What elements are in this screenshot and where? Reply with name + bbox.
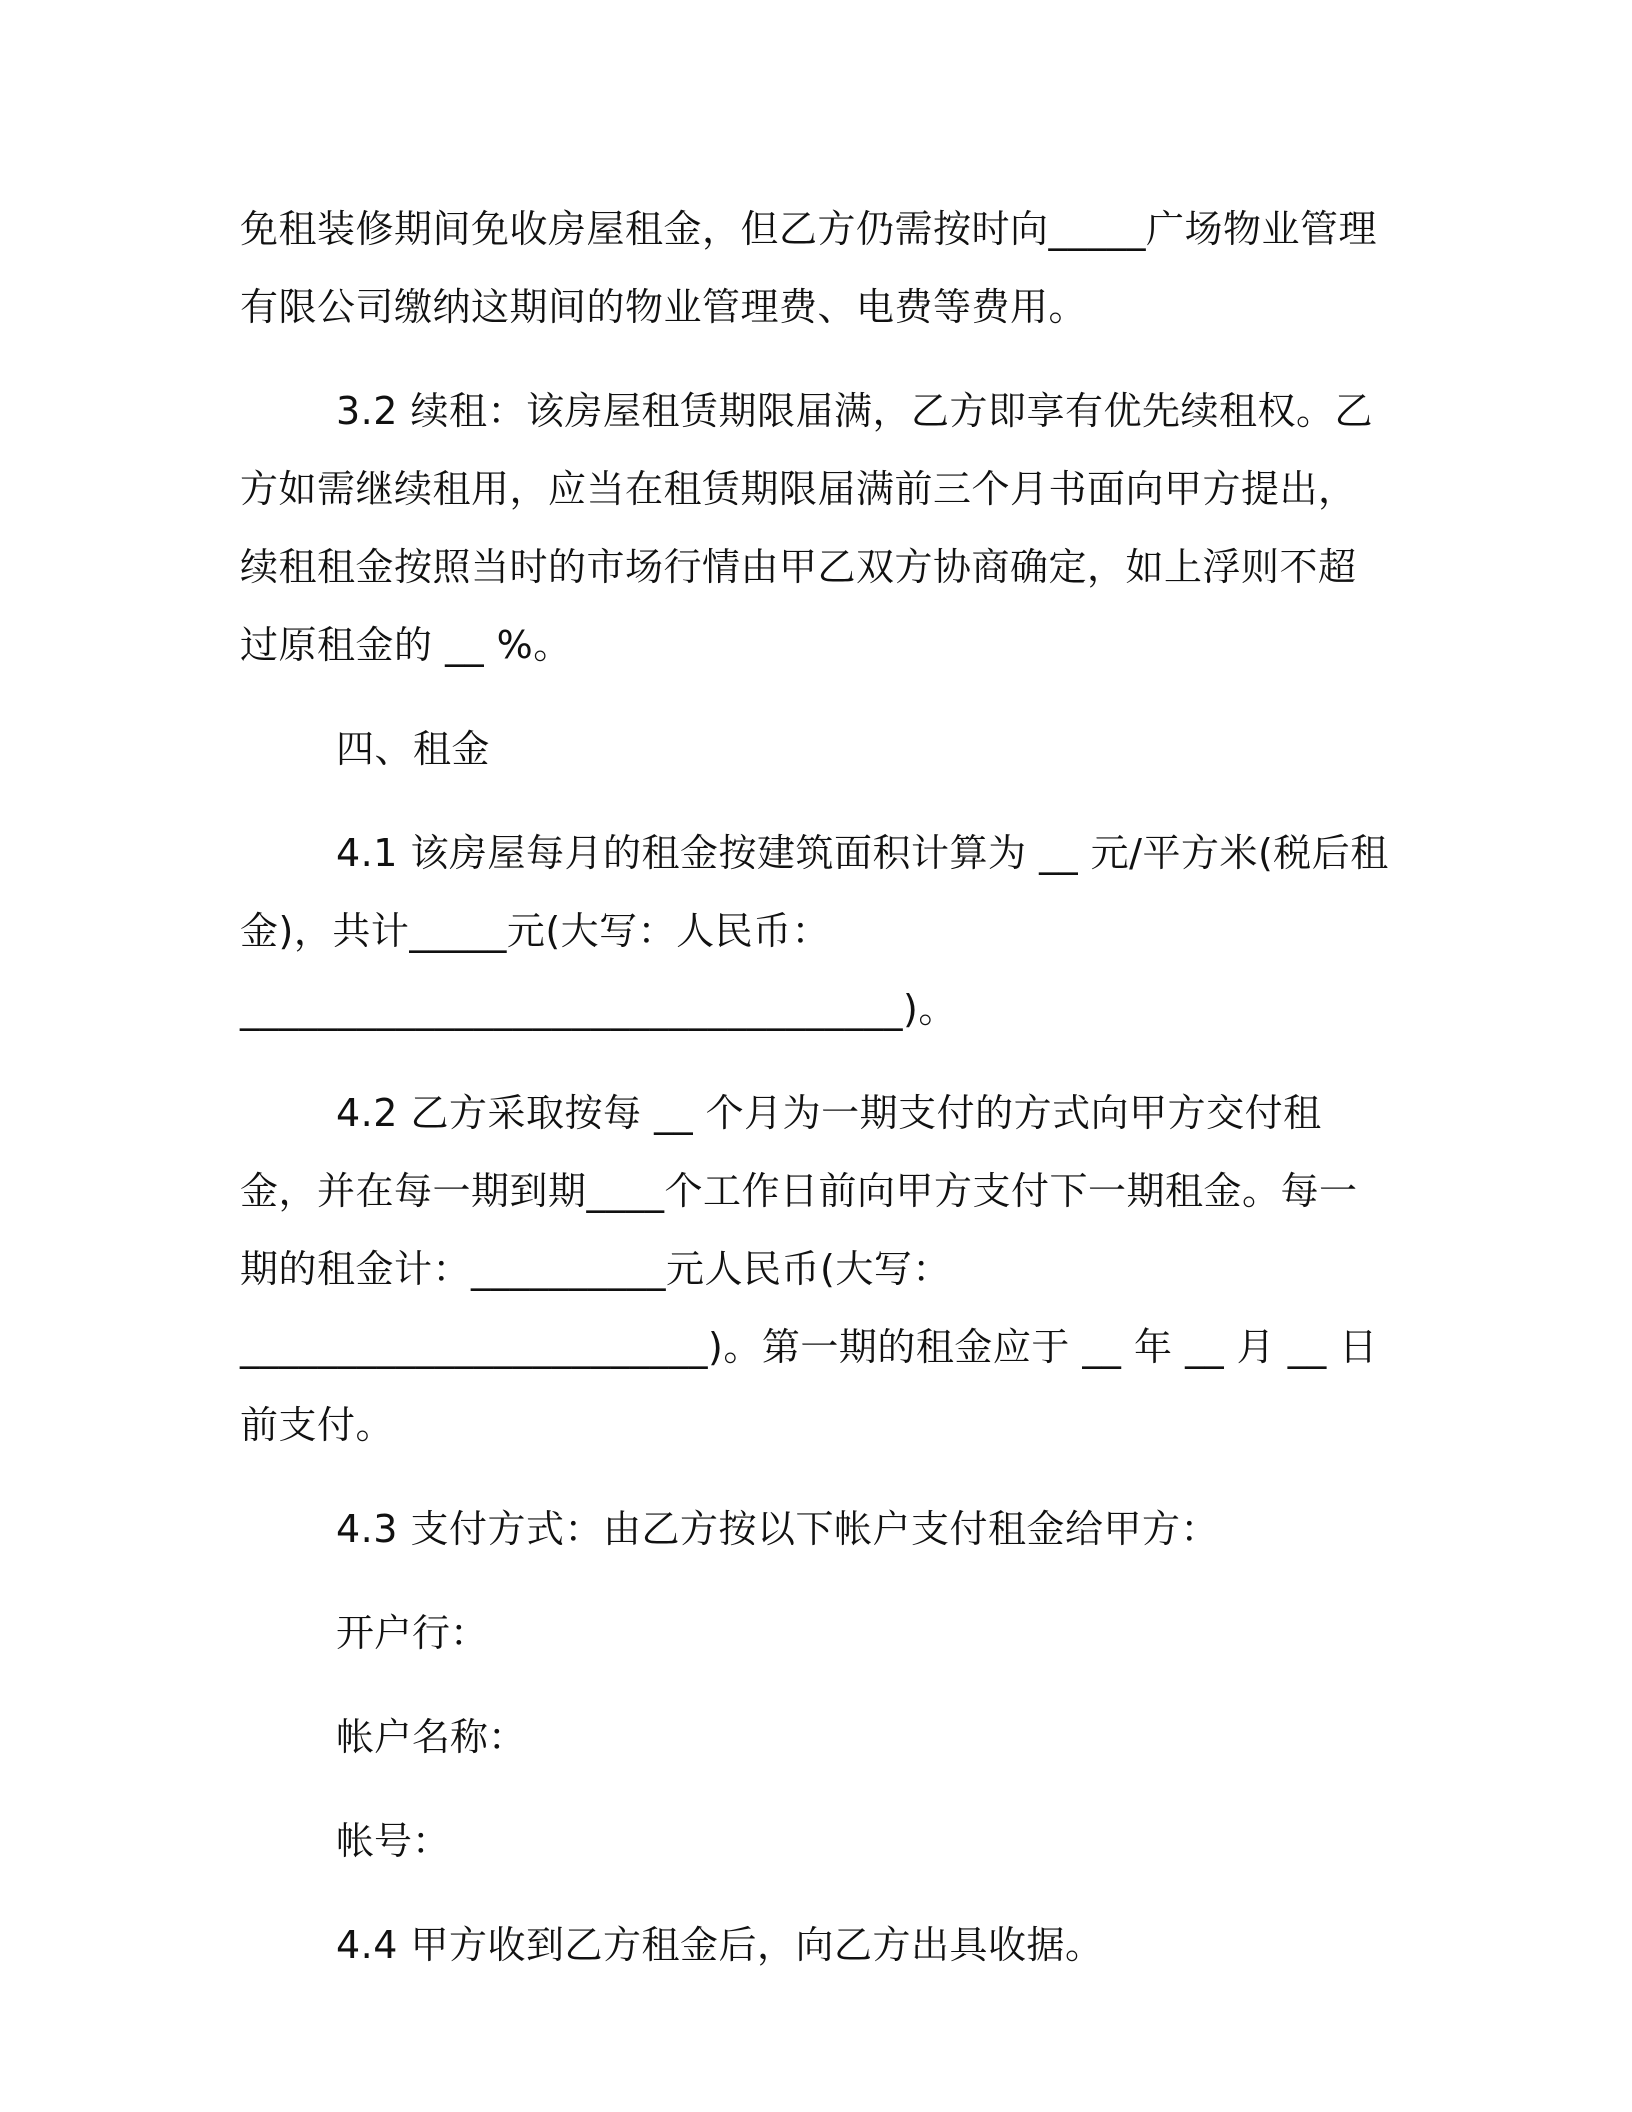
section-heading-rent: 四、租金 <box>336 727 491 771</box>
paragraph-4-2: 4.2 乙方采取按每 __ 个月为一期支付的方式向甲方交付租金，并在每一期到期____个工作日前向甲方支付下一期租金。每一期的租金计：__________元人民币(大写：________________________)。第一期的租金应于 __ 年 __ 月 __ 日前支付。 <box>240 1091 1378 1447</box>
paragraph-3-2-renewal: 3.2 续租：该房屋租赁期限届满，乙方即享有优先续租权。乙方如需继续租用，应当在租赁期限届满前三个月书面向甲方提出，续租租金按照当时的市场行情由甲乙双方协商确定，如上浮则不超过原租金的 __ %。 <box>240 389 1374 667</box>
document-body <box>240 190 1390 2010</box>
bank-label: 开户行： <box>336 1611 489 1655</box>
account-number-label: 帐号： <box>336 1819 451 1863</box>
paragraph-4-1: 4.1 该房屋每月的租金按建筑面积计算为 __ 元/平方米(税后租金)，共计_____元(大写：人民币：__________________________________)。 <box>240 831 1389 1031</box>
paragraph-4-4: 4.4 甲方收到乙方租金后，向乙方出具收据。 <box>336 1923 1104 1967</box>
account-name-label: 帐户名称： <box>336 1715 527 1759</box>
paragraph-4-3: 4.3 支付方式：由乙方按以下帐户支付租金给甲方： <box>336 1507 1220 1551</box>
paragraph-rent-free-period: 免租装修期间免收房屋租金，但乙方仍需按时向_____广场物业管理有限公司缴纳这期间的物业管理费、电费等费用。 <box>240 207 1378 329</box>
